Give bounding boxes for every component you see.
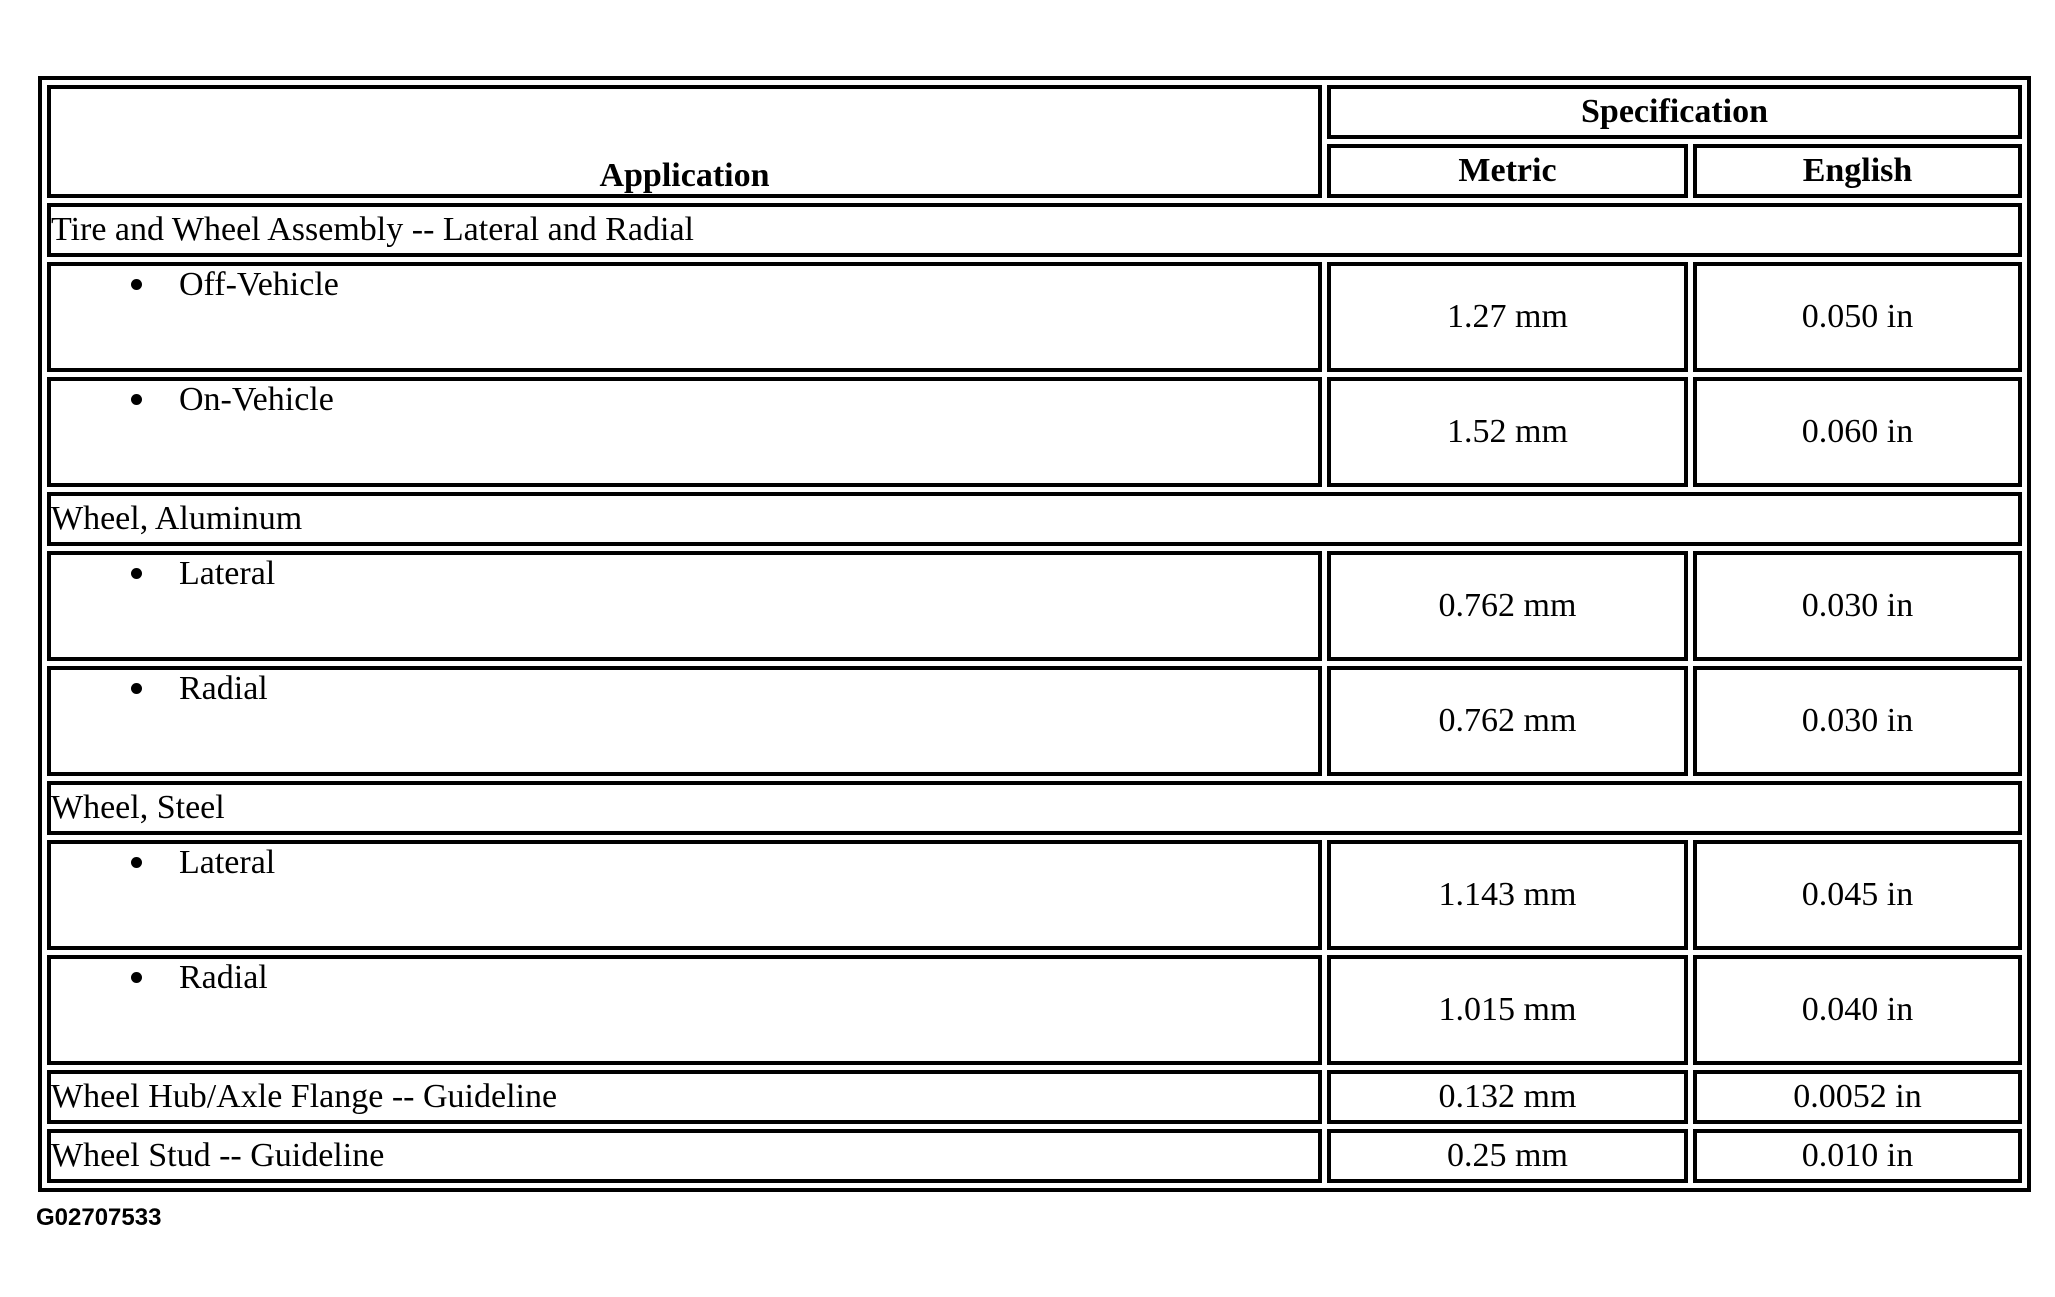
metric-value: 1.015 mm [1327,955,1688,1065]
item-label: Lateral [179,844,276,881]
metric-value: 1.27 mm [1327,262,1688,372]
item-label-cell [47,262,1322,372]
specification-table [38,76,2031,1192]
section-row [47,781,2022,835]
bullet-icon [131,857,142,868]
section-row [47,492,2022,546]
figure-id: G02707533 [36,1204,162,1231]
item-label: Radial [179,959,268,996]
section-row [47,203,2022,257]
metric-value: 0.25 mm [1327,1129,1688,1183]
metric-header: Metric [1327,144,1688,198]
item-label-cell [47,377,1322,487]
bullet-icon [131,394,142,405]
metric-value: 0.132 mm [1327,1070,1688,1124]
item-label: Lateral [179,555,276,592]
english-value: 0.0052 in [1693,1070,2022,1124]
metric-value: 0.762 mm [1327,551,1688,661]
table-row [47,1129,2022,1183]
bullet-icon [131,972,142,983]
guideline-label: Wheel Hub/Axle Flange -- Guideline [47,1070,1322,1124]
table-row [47,377,2022,487]
english-value: 0.045 in [1693,840,2022,950]
bullet-icon [131,683,142,694]
item-label: Off-Vehicle [179,266,339,303]
table-row [47,955,2022,1065]
english-value: 0.050 in [1693,262,2022,372]
section-title: Tire and Wheel Assembly -- Lateral and Radial [47,203,2022,257]
section-title: Wheel, Aluminum [47,492,2022,546]
table-row [47,840,2022,950]
table-row [47,1070,2022,1124]
specification-header: Specification [1327,85,2022,139]
section-title: Wheel, Steel [47,781,2022,835]
metric-value: 0.762 mm [1327,666,1688,776]
guideline-label: Wheel Stud -- Guideline [47,1129,1322,1183]
item-label-cell [47,666,1322,776]
application-header: Application [47,85,1322,198]
item-label-cell [47,840,1322,950]
item-label: On-Vehicle [179,381,334,418]
english-value: 0.030 in [1693,666,2022,776]
table-row [47,262,2022,372]
metric-value: 1.143 mm [1327,840,1688,950]
table-row [47,551,2022,661]
item-label-cell [47,551,1322,661]
header-row-top [47,85,2022,139]
item-label-cell [47,955,1322,1065]
item-label: Radial [179,670,268,707]
metric-value: 1.52 mm [1327,377,1688,487]
bullet-icon [131,568,142,579]
english-header: English [1693,144,2022,198]
table-row [47,666,2022,776]
english-value: 0.010 in [1693,1129,2022,1183]
english-value: 0.060 in [1693,377,2022,487]
bullet-icon [131,279,142,290]
english-value: 0.030 in [1693,551,2022,661]
english-value: 0.040 in [1693,955,2022,1065]
